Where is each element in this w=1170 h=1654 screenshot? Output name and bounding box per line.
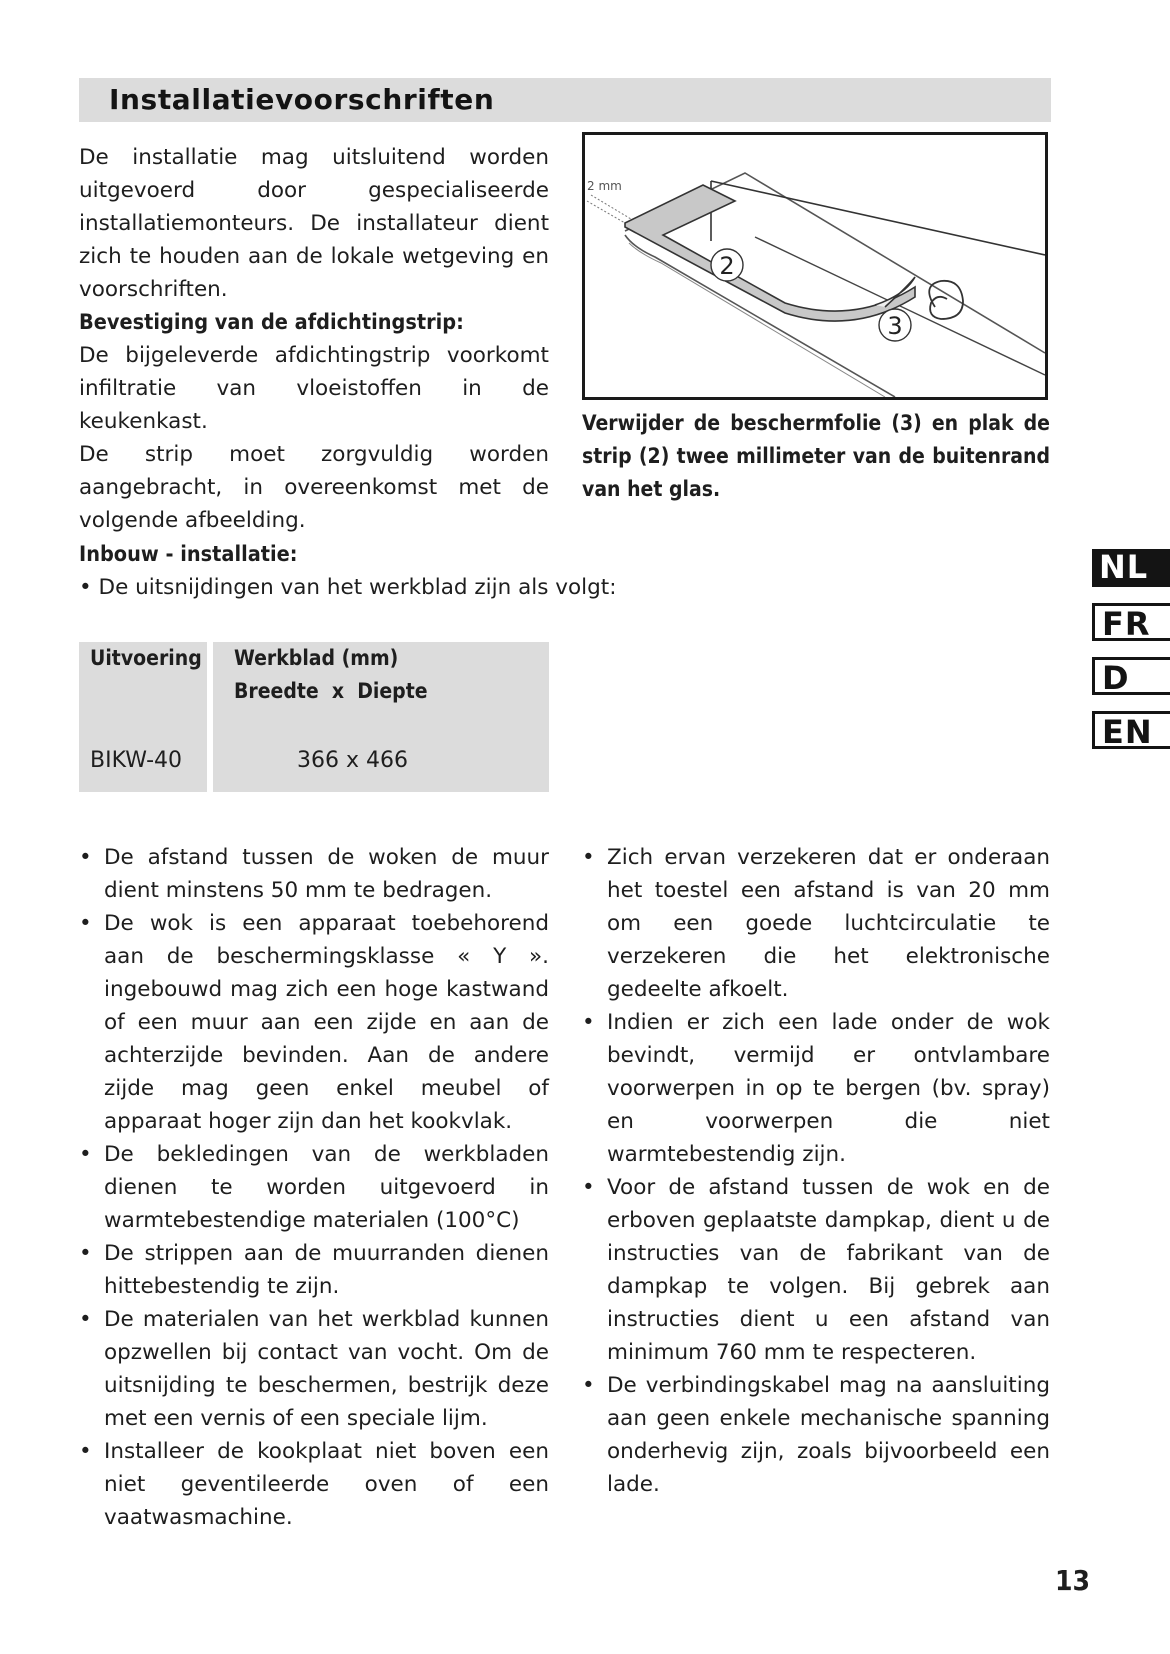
right-bullet-list — [582, 841, 1050, 1501]
list-item: • Voor de afstand tussen de wok en de erboven geplaatste dampkap, dient u de instructies van de fabrikant van de dampkap te volgen. Bij gebrek aan instructies dient u een afstand van minimum 760 mm te respecteren. — [582, 1171, 1050, 1369]
table-cell-model: BIKW-40 — [90, 748, 183, 773]
list-item: • Indien er zich een lade onder de wok bevindt, vermijd er ontvlambare voorwerpen in op te bergen (bv. spray) en voorwerpen die niet warmtebestendig zijn. — [582, 1006, 1050, 1171]
sealing-strip-section — [79, 306, 549, 537]
callout-2-label: 2 — [719, 252, 735, 280]
inbouw-bullet-text: De uitsnijdingen van het werkblad zijn als volgt: — [98, 575, 617, 600]
list-item: • De bekledingen van de werkbladen dienen te worden uitgevoerd in warmtebestendige materialen (100°C) — [79, 1138, 549, 1237]
sealing-strip-text-2: De strip moet zorgvuldig worden aangebracht, in overeenkomst met de volgende afbeelding. — [79, 442, 549, 533]
list-item: • De materialen van het werkblad kunnen opzwellen bij contact van vocht. Om de uitsnijding te beschermen, bestrijk deze met een vernis of een speciale lijm. — [79, 1303, 549, 1435]
callout-3-label: 3 — [887, 312, 903, 340]
list-item: • Installeer de kookplaat niet boven een niet geventileerde oven of een vaatwasmachine. — [79, 1435, 549, 1534]
language-tab-nl[interactable]: NL — [1092, 549, 1170, 587]
intro-paragraph: De installatie mag uitsluitend worden uitgevoerd door gespecialiseerde installatiemonteurs. De installateur dient zich te houden aan de lokale wetgeving en voorschriften. — [79, 145, 549, 302]
table-cell-dimensions: 366 x 466 — [297, 748, 408, 773]
table-model-column — [79, 642, 207, 792]
table-header-model: Uitvoering — [90, 646, 202, 670]
language-tab-en[interactable]: EN — [1092, 711, 1170, 749]
language-tab-d[interactable]: D — [1092, 657, 1170, 695]
list-item: • De verbindingskabel mag na aansluiting aan geen enkele mechanische spanning onderhevig zijn, zoals bijvoorbeeld een lade. — [582, 1369, 1050, 1501]
sealing-strip-figure — [582, 132, 1048, 400]
sealing-strip-text-1: De bijgeleverde afdichtingstrip voorkomt infiltratie van vloeistoffen in de keukenkast. — [79, 343, 549, 434]
list-item: • De wok is een apparaat toebehorend aan de beschermingsklasse « Y ». ingebouwd mag zich een hoge kastwand of een muur aan een zijde en aan de achterzijde bevinden. Aan de andere zijde mag geen enkel meubel of apparaat hoger zijn dan het kookvlak. — [79, 907, 549, 1138]
sealing-strip-illustration — [585, 135, 1045, 397]
dimension-label: 2 mm — [587, 179, 622, 193]
inbouw-heading: Inbouw - installatie: — [79, 542, 298, 567]
figure-caption: Verwijder de beschermfolie (3) en plak de strip (2) twee millimeter van de buitenrand van het glas. — [582, 411, 1050, 501]
table-header-worktop: Werkblad (mm) — [234, 646, 399, 670]
sealing-strip-heading: Bevestiging van de afdichtingstrip: — [79, 310, 464, 335]
list-item: • Zich ervan verzekeren dat er onderaan het toestel een afstand is van 20 mm om een goede luchtcirculatie te verzekeren die het elektronische gedeelte afkoelt. — [582, 841, 1050, 1006]
list-item: • De afstand tussen de woken de muur dient minstens 50 mm te bedragen. — [79, 841, 549, 907]
inbouw-section — [79, 538, 679, 604]
page-title: Installatievoorschriften — [109, 83, 495, 116]
list-item: • De strippen aan de muurranden dienen hittebestendig te zijn. — [79, 1237, 549, 1303]
left-bullet-list — [79, 841, 549, 1534]
page-number: 13 — [1054, 1564, 1090, 1597]
table-header-dimensions: Breedte x Diepte — [234, 679, 428, 703]
inbouw-bullet: • De uitsnijdingen van het werkblad zijn als volgt: — [79, 575, 617, 600]
table-dimension-column — [213, 642, 549, 792]
language-tab-fr[interactable]: FR — [1092, 603, 1170, 641]
section-title-bar — [79, 78, 1051, 122]
